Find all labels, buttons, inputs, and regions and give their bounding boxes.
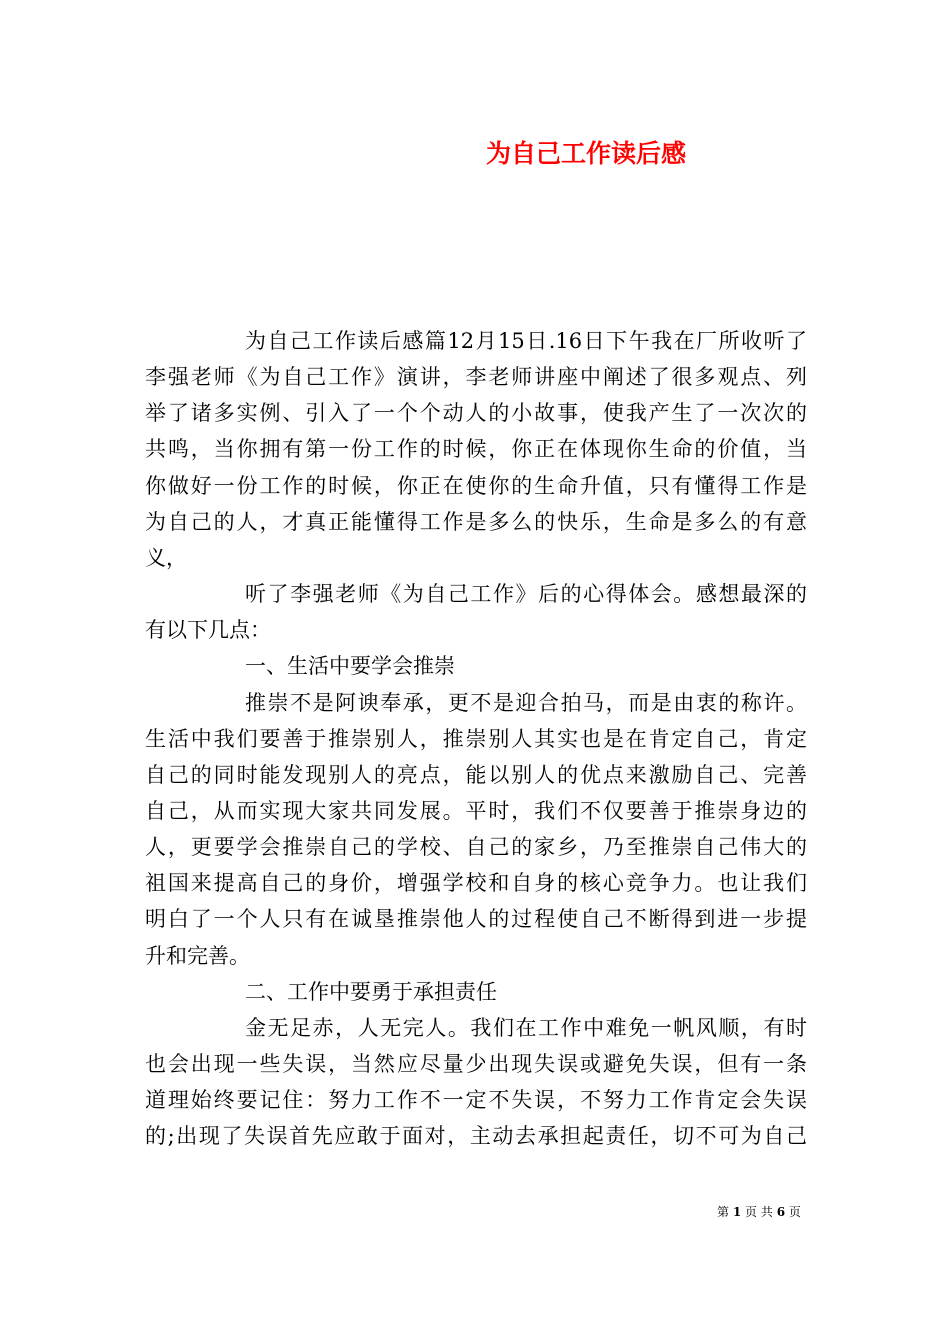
paragraph-line: 升和完善。 — [145, 944, 250, 968]
paragraph-line: 人，更要学会推崇自己的学校、自己的家乡，乃至推崇自己伟大的 — [145, 835, 807, 859]
document-title: 为自己工作读后感 — [486, 139, 687, 168]
page-footer — [717, 1203, 801, 1220]
paragraph-line: 祖国来提高自己的身价，增强学校和自身的核心竞争力。也让我们 — [145, 871, 807, 895]
footer-suffix: 页 — [788, 1205, 801, 1219]
footer-page-number: 1 — [732, 1205, 742, 1219]
paragraph-line: 生活中我们要善于推崇别人，推崇别人其实也是在肯定自己，肯定 — [145, 727, 807, 751]
paragraph-line: 的;出现了失误首先应敢于面对，主动去承担起责任，切不可为自己 — [145, 1124, 807, 1148]
footer-middle: 页 共 — [745, 1205, 773, 1219]
paragraph-line: 为自己的人，才真正能懂得工作是多么的快乐，生命是多么的有意 — [145, 510, 807, 534]
paragraph-line: 明白了一个人只有在诚垦推崇他人的过程使自己不断得到进一步提 — [145, 907, 807, 931]
paragraph-line: 你做好一份工作的时候，你正在使你的生命升值，只有懂得工作是 — [145, 474, 807, 498]
paragraph-line: 有以下几点： — [145, 618, 271, 642]
footer-prefix: 第 — [717, 1205, 730, 1219]
footer-total-pages: 6 — [776, 1205, 786, 1219]
paragraph-line: 也会出现一些失误，当然应尽量少出现失误或避免失误，但有一条 — [145, 1052, 807, 1076]
paragraph-line: 金无足赤，人无完人。我们在工作中难免一帆风顺，有时 — [245, 1016, 807, 1040]
paragraph-line: 为自己工作读后感篇12月15日.16日下午我在厂所收听了 — [245, 329, 807, 353]
paragraph-line: 义， — [145, 546, 187, 570]
paragraph-line: 李强老师《为自己工作》演讲，李老师讲座中阐述了很多观点、列 — [145, 365, 807, 389]
paragraph-line: 自己的同时能发现别人的亮点，能以别人的优点来激励自己、完善 — [145, 763, 807, 787]
paragraph-line: 共鸣，当你拥有第一份工作的时候，你正在体现你生命的价值，当 — [145, 437, 807, 461]
paragraph-line: 推崇不是阿谀奉承，更不是迎合拍马，而是由衷的称许。 — [245, 691, 807, 715]
paragraph-line: 一、生活中要学会推崇 — [245, 654, 455, 678]
paragraph-line: 二、工作中要勇于承担责任 — [245, 980, 497, 1004]
paragraph-line: 听了李强老师《为自己工作》后的心得体会。感想最深的 — [245, 582, 807, 606]
paragraph-line: 举了诸多实例、引入了一个个动人的小故事，使我产生了一次次的 — [145, 401, 807, 425]
paragraph-line: 道理始终要记住：努力工作不一定不失误，不努力工作肯定会失误 — [145, 1088, 807, 1112]
paragraph-line: 自己，从而实现大家共同发展。平时，我们不仅要善于推崇身边的 — [145, 799, 807, 823]
